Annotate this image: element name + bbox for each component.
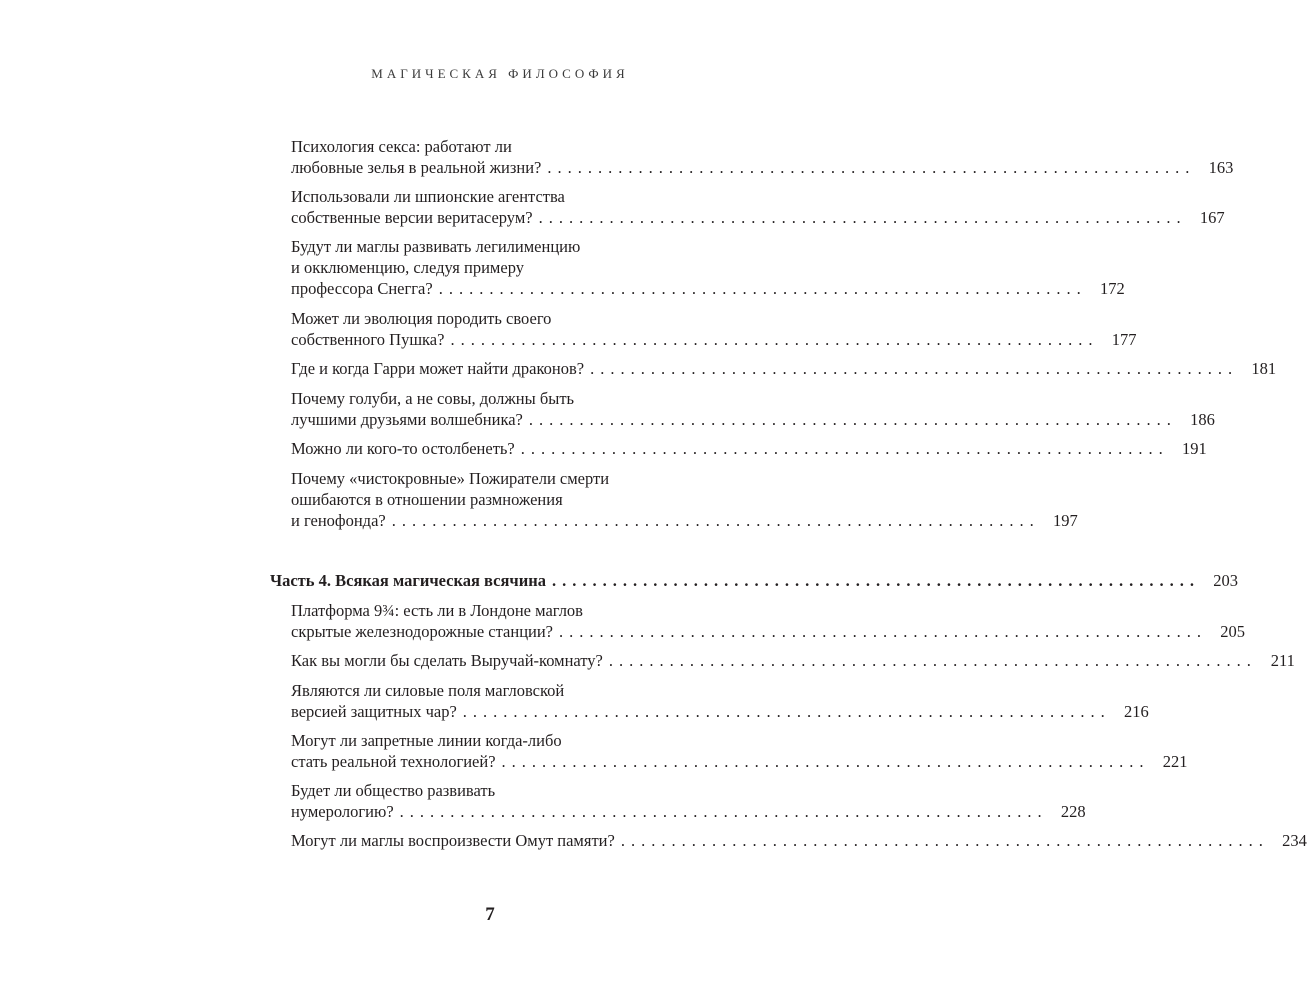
toc-entry bbox=[291, 650, 1295, 671]
leader-dots: ................................................................ bbox=[538, 208, 1187, 227]
leader-dots: ................................................................ bbox=[391, 511, 1040, 530]
page-number: 205 bbox=[1220, 622, 1246, 641]
toc-entry-line: ошибаются в отношении размножения bbox=[291, 490, 563, 509]
toc-entry bbox=[291, 730, 1188, 772]
toc-entry-title: скрытые железнодорожные станции? bbox=[291, 622, 554, 641]
toc-entry-line: Использовали ли шпионские агентства bbox=[291, 187, 565, 206]
toc-entry-line: Платформа 9¾: есть ли в Лондоне маглов bbox=[291, 601, 583, 620]
toc-entry bbox=[291, 468, 1078, 531]
page-number: 167 bbox=[1199, 208, 1225, 227]
toc-entry-title: стать реальной технологией? bbox=[291, 752, 496, 771]
leader-dots: ................................................................ bbox=[501, 752, 1150, 771]
toc-entry-line: Психология секса: работают ли bbox=[291, 137, 512, 156]
toc-entry-title: Как вы могли бы сделать Выручай-комнату? bbox=[291, 651, 603, 670]
toc-entry-line: Могут ли запретные линии когда-либо bbox=[291, 731, 562, 750]
part-heading bbox=[270, 570, 1238, 591]
page-number: 197 bbox=[1052, 511, 1078, 530]
page-number: 216 bbox=[1124, 702, 1149, 721]
toc-entry-line: Может ли эволюция породить своего bbox=[291, 309, 552, 328]
page-number: 221 bbox=[1162, 752, 1188, 771]
toc-entry-title: версией защитных чар? bbox=[291, 702, 457, 721]
toc-entry bbox=[291, 680, 1149, 722]
page-number: 186 bbox=[1190, 410, 1215, 429]
leader-dots: ................................................................ bbox=[450, 330, 1099, 349]
leader-dots: ................................................................ bbox=[559, 622, 1208, 641]
page-number: 191 bbox=[1182, 439, 1207, 458]
page-number: 181 bbox=[1251, 359, 1277, 378]
running-head: МАГИЧЕСКАЯ ФИЛОСОФИЯ bbox=[371, 66, 629, 81]
toc-entry bbox=[291, 358, 1277, 379]
toc-entry-title: собственные версии веритасерум? bbox=[291, 208, 533, 227]
toc-entry-title: лучшими друзьями волшебника? bbox=[291, 410, 523, 429]
page-folio: 7 bbox=[485, 904, 495, 925]
toc-entry-line: Будет ли общество развивать bbox=[291, 781, 496, 800]
toc-entry-title: Можно ли кого-то остолбенеть? bbox=[291, 439, 515, 458]
leader-dots: ................................................................ bbox=[528, 410, 1177, 429]
page-number: 203 bbox=[1213, 571, 1238, 590]
toc-entry bbox=[291, 136, 1234, 178]
page-number: 211 bbox=[1270, 651, 1295, 670]
toc-entry-title: любовные зелья в реальной жизни? bbox=[291, 158, 542, 177]
leader-dots: ................................................................ bbox=[547, 158, 1196, 177]
toc-entry-line: Будут ли маглы развивать легилименцию bbox=[291, 237, 581, 256]
toc-entry bbox=[291, 186, 1225, 228]
toc-entry bbox=[291, 388, 1215, 430]
leader-dots: ................................................................ bbox=[462, 702, 1111, 721]
leader-dots: ................................................................ bbox=[399, 802, 1048, 821]
toc-entry-title: профессора Снегга? bbox=[291, 279, 433, 298]
toc-entry-line: Почему «чистокровные» Пожиратели смерти bbox=[291, 469, 610, 488]
page-number: 172 bbox=[1099, 279, 1125, 298]
toc-entry bbox=[291, 830, 1307, 851]
toc-entry-title: собственного Пушка? bbox=[291, 330, 445, 349]
toc-entry-line: Являются ли силовые поля магловской bbox=[291, 681, 565, 700]
toc-entry-title: и генофонда? bbox=[291, 511, 386, 530]
toc-entry-title: нумерологию? bbox=[291, 802, 394, 821]
leader-dots: ................................................................ bbox=[438, 279, 1087, 298]
leader-dots: ................................................................ bbox=[520, 439, 1169, 458]
toc-entry-line: и окклюменцию, следуя примеру bbox=[291, 258, 524, 277]
toc-entry bbox=[291, 308, 1137, 350]
page-number: 228 bbox=[1060, 802, 1086, 821]
leader-dots: ................................................................ bbox=[590, 359, 1239, 378]
leader-dots: ................................................................ bbox=[551, 571, 1200, 590]
leader-dots: ................................................................ bbox=[608, 651, 1257, 670]
toc-entry-line: Почему голуби, а не совы, должны быть bbox=[291, 389, 575, 408]
part-title: Часть 4. Всякая магическая всячина bbox=[270, 571, 546, 590]
toc-entry-title: Где и когда Гарри может найти драконов? bbox=[291, 359, 585, 378]
page-number: 163 bbox=[1208, 158, 1234, 177]
toc-entry bbox=[291, 600, 1246, 642]
toc-entry bbox=[291, 236, 1125, 299]
toc-entry bbox=[291, 438, 1207, 459]
toc-entry bbox=[291, 780, 1086, 822]
toc-entry-title: Могут ли маглы воспроизвести Омут памяти? bbox=[291, 831, 615, 850]
page-number: 234 bbox=[1282, 831, 1307, 850]
page-number: 177 bbox=[1111, 330, 1137, 349]
leader-dots: ................................................................ bbox=[620, 831, 1269, 850]
